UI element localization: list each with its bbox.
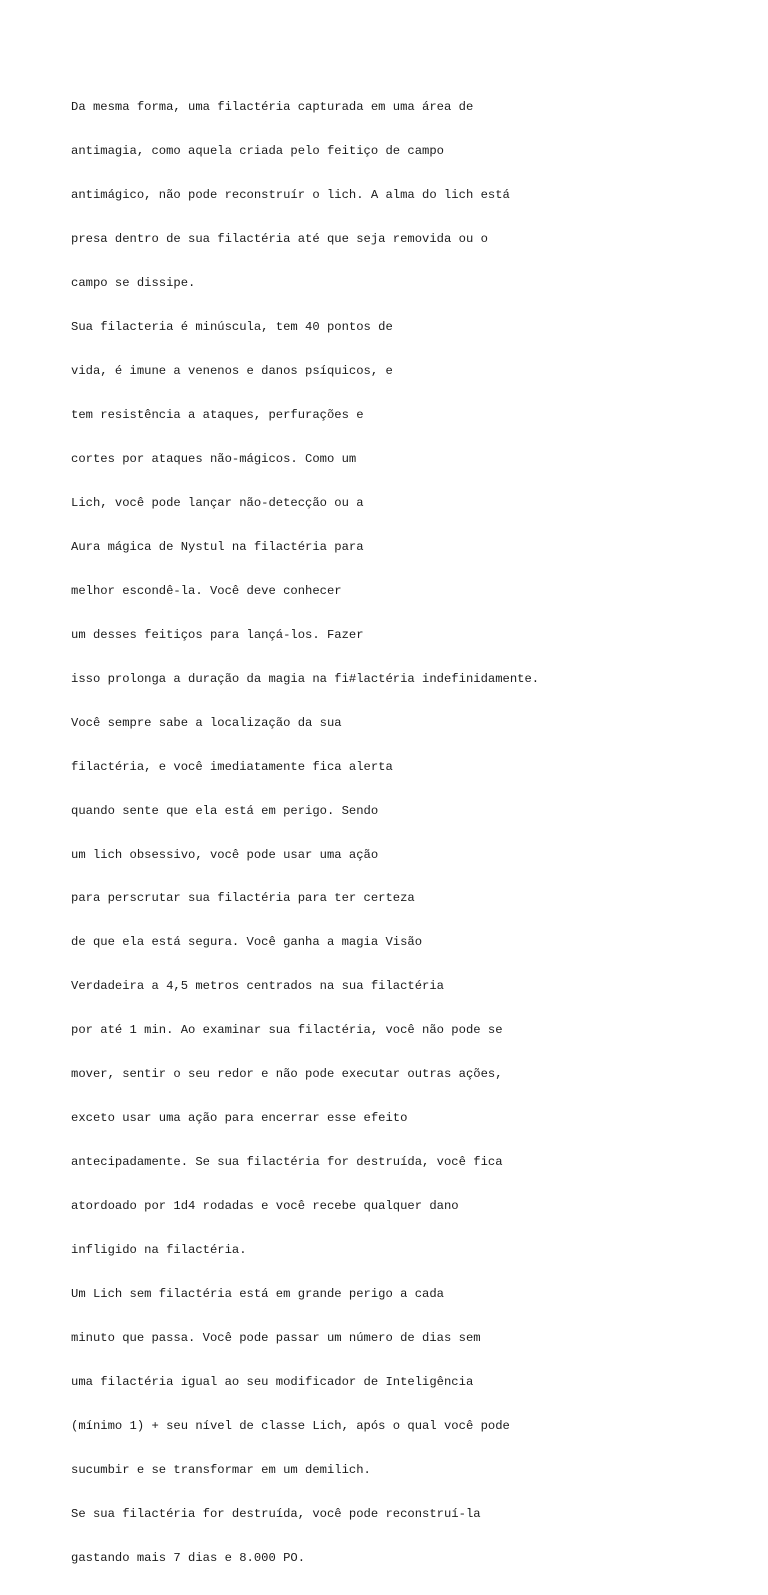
text-line: uma filactéria igual ao seu modificador de Inteligência	[71, 1374, 474, 1389]
text-line: Lich, você pode lançar não-detecção ou a	[71, 495, 364, 510]
text-line: Verdadeira a 4,5 metros centrados na sua filactéria	[71, 979, 444, 994]
text-line: quando sente que ela está em perigo. Sendo	[71, 803, 379, 818]
text-line: de que ela está segura. Você ganha a magia Visão	[71, 935, 423, 950]
text-line: cortes por ataques não-mágicos. Como um	[71, 451, 357, 466]
text-line: Um Lich sem filactéria está em grande perigo a cada	[71, 1287, 444, 1302]
text-line: Se sua filactéria for destruída, você pode reconstruí-la	[71, 1506, 481, 1521]
text-line: antimágico, não pode reconstruír o lich. A alma do lich está	[71, 188, 510, 203]
text-line: um desses feitiços para lançá-los. Fazer	[71, 627, 364, 642]
text-line: isso prolonga a duração da magia na fi#lactéria indefinidamente.	[71, 671, 540, 686]
text-line: por até 1 min. Ao examinar sua filactéria, você não pode se	[71, 1023, 503, 1038]
text-line: vida, é imune a venenos e danos psíquicos, e	[71, 364, 393, 379]
text-line: campo se dissipe.	[71, 276, 196, 291]
text-line: para perscrutar sua filactéria para ter certeza	[71, 891, 415, 906]
text-line: antecipadamente. Se sua filactéria for destruída, você fica	[71, 1155, 503, 1170]
text-line: atordoado por 1d4 rodadas e você recebe qualquer dano	[71, 1199, 459, 1214]
text-line: filactéria, e você imediatamente fica alerta	[71, 759, 393, 774]
text-line: gastando mais 7 dias e 8.000 PO.	[71, 1550, 306, 1565]
text-line: mover, sentir o seu redor e não pode executar outras ações,	[71, 1067, 503, 1082]
text-line: melhor escondê-la. Você deve conhecer	[71, 583, 342, 598]
text-line: Aura mágica de Nystul na filactéria para	[71, 539, 364, 554]
text-line: sucumbir e se transformar em um demilich.	[71, 1462, 371, 1477]
text-line: Sua filacteria é minúscula, tem 40 pontos de	[71, 320, 393, 335]
text-line: presa dentro de sua filactéria até que seja removida ou o	[71, 232, 488, 247]
text-line: Da mesma forma, uma filactéria capturada em uma área de	[71, 100, 474, 115]
text-line: um lich obsessivo, você pode usar uma ação	[71, 847, 379, 862]
text-line: antimagia, como aquela criada pelo feitiço de campo	[71, 144, 444, 159]
text-line: infligido na filactéria.	[71, 1243, 247, 1258]
text-line: tem resistência a ataques, perfurações e	[71, 407, 364, 422]
document-body-text	[71, 71, 721, 1595]
text-line: Você sempre sabe a localização da sua	[71, 715, 342, 730]
text-line: exceto usar uma ação para encerrar esse efeito	[71, 1111, 408, 1126]
text-line: (mínimo 1) + seu nível de classe Lich, após o qual você pode	[71, 1418, 510, 1433]
text-line: minuto que passa. Você pode passar um número de dias sem	[71, 1331, 481, 1345]
